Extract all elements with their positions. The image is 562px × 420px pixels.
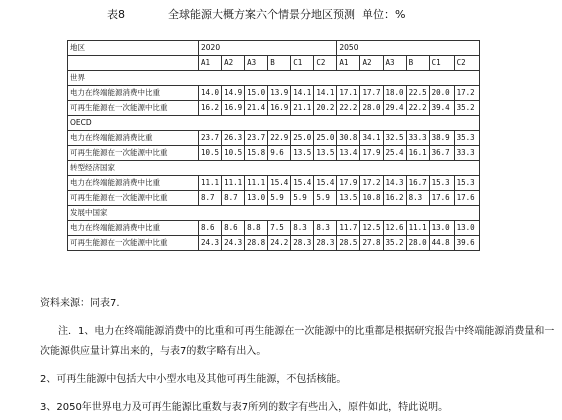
value-cell: 28.0 <box>360 101 383 116</box>
header-scenario-cell: A2 <box>360 56 383 71</box>
value-cell: 12.6 <box>383 221 406 236</box>
value-cell: 12.5 <box>360 221 383 236</box>
value-cell: 22.9 <box>268 131 291 146</box>
group-header-row <box>68 206 480 221</box>
value-cell: 28.3 <box>291 236 314 251</box>
value-cell: 22.5 <box>406 86 429 101</box>
value-cell: 13.5 <box>337 191 360 206</box>
value-cell: 18.0 <box>383 86 406 101</box>
value-cell: 20.2 <box>314 101 337 116</box>
table-row <box>68 176 480 191</box>
table-row <box>68 236 480 251</box>
value-cell: 8.6 <box>199 221 222 236</box>
value-cell: 34.1 <box>360 131 383 146</box>
value-cell: 13.0 <box>245 191 268 206</box>
header-year-2020: 2020 <box>199 41 337 56</box>
value-cell: 17.9 <box>337 176 360 191</box>
value-cell: 26.3 <box>222 131 245 146</box>
value-cell: 16.1 <box>406 146 429 161</box>
header-scenario-cell: A3 <box>383 56 406 71</box>
row-label: 电力在终端能源消费中比重 <box>68 221 199 236</box>
header-scenario-cell: C2 <box>314 56 337 71</box>
value-cell: 14.9 <box>222 86 245 101</box>
row-label: 可再生能源在一次能源中比重 <box>68 101 199 116</box>
header-row-years <box>68 41 480 56</box>
value-cell: 21.1 <box>291 101 314 116</box>
value-cell: 15.3 <box>454 176 479 191</box>
value-cell: 39.4 <box>429 101 454 116</box>
value-cell: 8.7 <box>222 191 245 206</box>
table-caption <box>0 6 562 24</box>
value-cell: 17.6 <box>429 191 454 206</box>
value-cell: 11.1 <box>222 176 245 191</box>
value-cell: 13.4 <box>337 146 360 161</box>
value-cell: 15.4 <box>291 176 314 191</box>
header-scenario-cell: B <box>268 56 291 71</box>
value-cell: 8.3 <box>406 191 429 206</box>
value-cell: 28.8 <box>245 236 268 251</box>
value-cell: 15.4 <box>268 176 291 191</box>
value-cell: 35.3 <box>454 131 479 146</box>
value-cell: 10.5 <box>199 146 222 161</box>
value-cell: 28.0 <box>406 236 429 251</box>
group-header-row <box>68 71 480 86</box>
value-cell: 29.4 <box>383 101 406 116</box>
value-cell: 25.4 <box>383 146 406 161</box>
row-label: 可再生能源在一次能源中比重 <box>68 236 199 251</box>
value-cell: 15.0 <box>245 86 268 101</box>
value-cell: 17.9 <box>360 146 383 161</box>
note-1: 注．1、电力在终端能源消费中的比重和可再生能源在一次能源中的比重都是根据研究报告中终端能源消费量和一次能源供应量计算出来的，与表7的数字略有出入。 <box>40 326 555 357</box>
value-cell: 23.7 <box>199 131 222 146</box>
header-scenario-cell: A1 <box>337 56 360 71</box>
value-cell: 15.8 <box>245 146 268 161</box>
value-cell: 8.7 <box>199 191 222 206</box>
value-cell: 36.7 <box>429 146 454 161</box>
table-notes <box>40 294 555 418</box>
source-note: 资料来源：同表7. <box>40 298 120 309</box>
value-cell: 24.2 <box>268 236 291 251</box>
value-cell: 11.1 <box>406 221 429 236</box>
value-cell: 5.9 <box>314 191 337 206</box>
value-cell: 15.4 <box>314 176 337 191</box>
value-cell: 25.0 <box>314 131 337 146</box>
header-year-2050: 2050 <box>337 41 479 56</box>
group-header-row <box>68 161 480 176</box>
value-cell: 44.8 <box>429 236 454 251</box>
value-cell: 14.3 <box>383 176 406 191</box>
row-label: 电力在终端能源消费中比重 <box>68 86 199 101</box>
value-cell: 20.0 <box>429 86 454 101</box>
value-cell: 22.2 <box>337 101 360 116</box>
table-row <box>68 131 480 146</box>
value-cell: 28.3 <box>314 236 337 251</box>
value-cell: 14.1 <box>314 86 337 101</box>
value-cell: 8.8 <box>245 221 268 236</box>
table-unit: 单位：% <box>362 8 406 21</box>
value-cell: 5.9 <box>268 191 291 206</box>
value-cell: 35.2 <box>383 236 406 251</box>
value-cell: 16.2 <box>383 191 406 206</box>
value-cell: 13.0 <box>429 221 454 236</box>
value-cell: 17.6 <box>454 191 479 206</box>
value-cell: 9.6 <box>268 146 291 161</box>
energy-scenario-table <box>67 40 480 251</box>
value-cell: 13.5 <box>291 146 314 161</box>
row-label: 可再生能源在一次能源中比重 <box>68 146 199 161</box>
value-cell: 16.2 <box>199 101 222 116</box>
value-cell: 10.8 <box>360 191 383 206</box>
value-cell: 7.5 <box>268 221 291 236</box>
table-body <box>68 41 480 251</box>
header-scenario-cell: C1 <box>291 56 314 71</box>
value-cell: 17.2 <box>360 176 383 191</box>
group-header-row <box>68 116 480 131</box>
group-name: 转型经济国家 <box>68 161 480 176</box>
note-3: 3、2050年世界电力及可再生能源比重数与表7所列的数字有些出入，原件如此，特此说明。 <box>40 402 449 413</box>
value-cell: 14.1 <box>291 86 314 101</box>
value-cell: 16.9 <box>222 101 245 116</box>
value-cell: 17.2 <box>454 86 479 101</box>
value-cell: 24.3 <box>222 236 245 251</box>
value-cell: 21.4 <box>245 101 268 116</box>
note-2: 2、可再生能源中包括大中小型水电及其他可再生能源，不包括核能。 <box>40 374 347 385</box>
value-cell: 17.1 <box>337 86 360 101</box>
header-scenario-cell: C1 <box>429 56 454 71</box>
value-cell: 33.3 <box>454 146 479 161</box>
value-cell: 10.5 <box>222 146 245 161</box>
value-cell: 13.5 <box>314 146 337 161</box>
value-cell: 17.7 <box>360 86 383 101</box>
header-scenario-cell: A1 <box>199 56 222 71</box>
value-cell: 13.9 <box>268 86 291 101</box>
value-cell: 33.3 <box>406 131 429 146</box>
header-scenario-cell: A3 <box>245 56 268 71</box>
table-row <box>68 101 480 116</box>
header-scenario-cell: C2 <box>454 56 479 71</box>
value-cell: 11.1 <box>245 176 268 191</box>
value-cell: 11.7 <box>337 221 360 236</box>
value-cell: 5.9 <box>291 191 314 206</box>
value-cell: 11.1 <box>199 176 222 191</box>
header-row-scenarios <box>68 56 480 71</box>
value-cell: 16.9 <box>268 101 291 116</box>
table-row <box>68 191 480 206</box>
value-cell: 35.2 <box>454 101 479 116</box>
table-title: 全球能源大概方案六个情景分地区预测 <box>168 8 355 21</box>
row-label: 可再生能源在一次能源中比重 <box>68 191 199 206</box>
value-cell: 32.5 <box>383 131 406 146</box>
table-row <box>68 86 480 101</box>
value-cell: 15.3 <box>429 176 454 191</box>
table-number: 表8 <box>107 8 125 21</box>
table-row <box>68 146 480 161</box>
value-cell: 13.0 <box>454 221 479 236</box>
header-scenario-cell: A2 <box>222 56 245 71</box>
value-cell: 24.3 <box>199 236 222 251</box>
value-cell: 25.0 <box>291 131 314 146</box>
value-cell: 23.7 <box>245 131 268 146</box>
value-cell: 8.3 <box>314 221 337 236</box>
value-cell: 14.0 <box>199 86 222 101</box>
value-cell: 27.8 <box>360 236 383 251</box>
value-cell: 22.2 <box>406 101 429 116</box>
header-scenario-cell: B <box>406 56 429 71</box>
value-cell: 8.3 <box>291 221 314 236</box>
value-cell: 16.7 <box>406 176 429 191</box>
table-row <box>68 221 480 236</box>
value-cell: 38.9 <box>429 131 454 146</box>
row-label: 电力在终端能源消费中比重 <box>68 176 199 191</box>
value-cell: 28.5 <box>337 236 360 251</box>
group-name: OECD <box>68 116 480 131</box>
group-name: 发展中国家 <box>68 206 480 221</box>
row-label: 电力在终端能源消费比重 <box>68 131 199 146</box>
group-name: 世界 <box>68 71 480 86</box>
value-cell: 8.6 <box>222 221 245 236</box>
value-cell: 30.8 <box>337 131 360 146</box>
header-blank-cell <box>68 56 199 71</box>
header-region: 地区 <box>68 41 199 56</box>
value-cell: 39.6 <box>454 236 479 251</box>
